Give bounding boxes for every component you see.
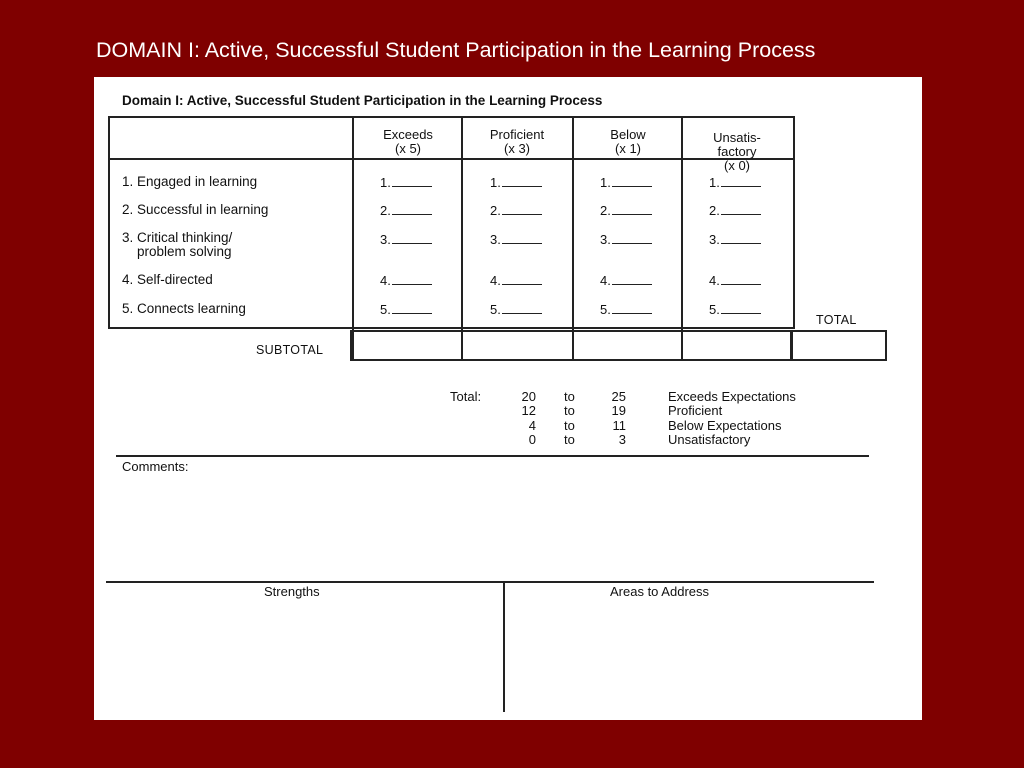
score-blank[interactable]: 5.: [709, 302, 761, 317]
criterion-label: 2. Successful in learning: [122, 202, 269, 217]
column-header-below: Below (x 1): [610, 127, 646, 156]
strengths-divider: [106, 581, 874, 583]
scoring-total-label: Total:: [450, 389, 482, 404]
subtotal-box-proficient[interactable]: [461, 330, 574, 361]
slide-title: DOMAIN I: Active, Successful Student Participation in the Learning Process: [96, 38, 816, 62]
subtotal-box-unsatisfactory[interactable]: [681, 330, 792, 361]
comments-divider: [116, 455, 869, 457]
score-blank[interactable]: 2.: [600, 203, 652, 218]
criterion-label: 5. Connects learning: [122, 301, 246, 316]
score-blank[interactable]: 4.: [600, 273, 652, 288]
subtotal-box-exceeds[interactable]: [350, 330, 463, 361]
score-blank[interactable]: 5.: [490, 302, 542, 317]
subtotal-box-below[interactable]: [572, 330, 683, 361]
score-blank[interactable]: 2.: [490, 203, 542, 218]
column-header-unsatisfactory: Unsatis- factory (x 0): [713, 130, 761, 173]
score-blank[interactable]: 1.: [709, 175, 761, 190]
score-blank[interactable]: 4.: [490, 273, 542, 288]
score-blank[interactable]: 5.: [380, 302, 432, 317]
strengths-area[interactable]: [106, 602, 502, 712]
rubric-form: Domain I: Active, Successful Student Participation in the Learning Process Exceeds (x 5) Proficient (x 3) Below (x 1) Unsatis- factory (x 0) 1. Engaged in learning 2. Successful in learning 3. Critical thinking/ problem solving 4. Self-directed 5. Connects learning 1. 1. 1. 1. 2. 2. 2. 2. 3. 3. 3. 3. 4. 4. 4. 4. 5. 5. 5. 5. SUBTOTAL TOTAL Total: 20 to 25 Exceeds Expectations 12 to 19 Proficient 4 to 11 Below Expectations 0 to 3 Unsatisfactory Comments: Strengths Areas to Address: [94, 77, 922, 720]
column-header-exceeds: Exceeds (x 5): [383, 127, 433, 156]
comments-area[interactable]: [116, 477, 869, 577]
score-blank[interactable]: 1.: [380, 175, 432, 190]
score-blank[interactable]: 1.: [490, 175, 542, 190]
strengths-label: Strengths: [264, 584, 320, 599]
score-blank[interactable]: 2.: [380, 203, 432, 218]
areas-to-address-area[interactable]: [506, 602, 874, 712]
column-header-proficient: Proficient (x 3): [489, 127, 545, 156]
criterion-label: 3. Critical thinking/ problem solving: [122, 230, 233, 259]
total-label: TOTAL: [816, 313, 857, 327]
strengths-areas-divider: [503, 582, 505, 712]
score-blank[interactable]: 1.: [600, 175, 652, 190]
score-blank[interactable]: 5.: [600, 302, 652, 317]
total-box[interactable]: [791, 330, 887, 361]
criterion-label: 1. Engaged in learning: [122, 174, 258, 189]
score-blank[interactable]: 3.: [380, 232, 432, 247]
score-blank[interactable]: 2.: [709, 203, 761, 218]
subtotal-label: SUBTOTAL: [256, 343, 324, 357]
criterion-label: 4. Self-directed: [122, 272, 213, 287]
comments-label: Comments:: [122, 459, 189, 474]
areas-to-address-label: Areas to Address: [610, 584, 709, 599]
form-title: Domain I: Active, Successful Student Participation in the Learning Process: [122, 93, 603, 108]
score-blank[interactable]: 3.: [709, 232, 761, 247]
score-blank[interactable]: 4.: [709, 273, 761, 288]
score-blank[interactable]: 3.: [600, 232, 652, 247]
score-blank[interactable]: 3.: [490, 232, 542, 247]
score-blank[interactable]: 4.: [380, 273, 432, 288]
